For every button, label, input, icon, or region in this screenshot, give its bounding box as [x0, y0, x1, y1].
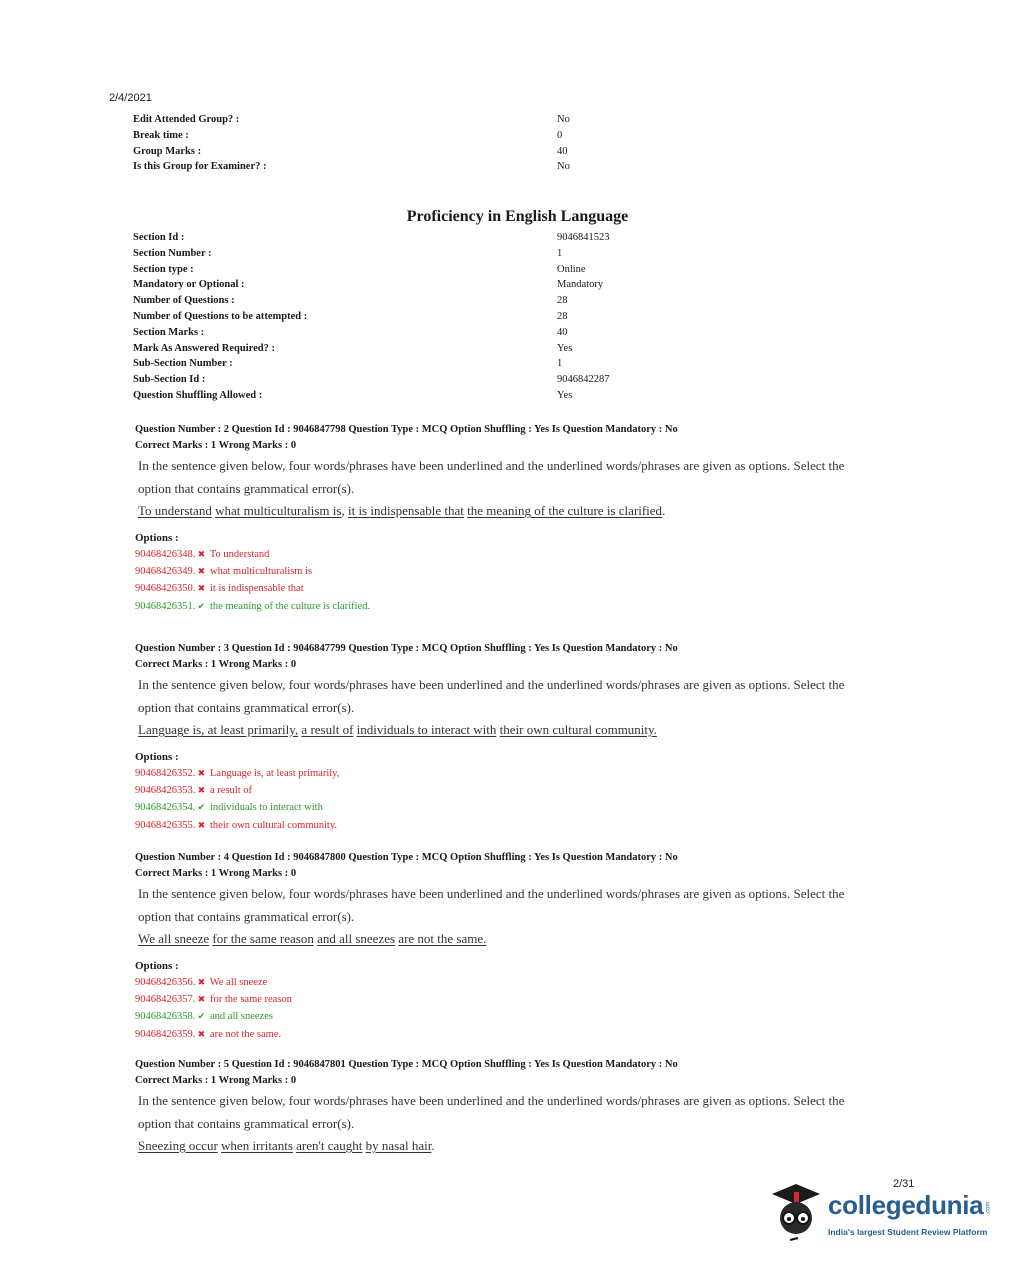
- question-block: [135, 850, 935, 1043]
- option-text: it is indispensable that: [207, 583, 304, 595]
- option-row: [135, 782, 935, 799]
- question-block: [135, 641, 935, 834]
- kv-value: 1: [557, 358, 563, 370]
- kv-key: Number of Questions to be attempted :: [133, 310, 308, 322]
- question-text-line: In the sentence given below, four words/phrases have been underlined and the underlined words/phrases are given as options. Select the: [138, 458, 845, 473]
- check-icon: ✔: [197, 1011, 206, 1022]
- logo-suffix: .com: [985, 1201, 992, 1215]
- option-id: 90468426359.: [135, 1028, 196, 1040]
- option-row: [135, 580, 935, 597]
- kv-value: Yes: [557, 342, 573, 354]
- kv-key: Section Number :: [133, 247, 212, 259]
- underlined-phrase: Sneezing occur: [138, 1138, 218, 1153]
- option-row: [135, 765, 935, 782]
- question-marks: Correct Marks : 1 Wrong Marks : 0: [135, 868, 297, 879]
- cross-icon: ✖: [197, 566, 206, 577]
- option-row: [135, 563, 935, 580]
- question-sentence: [135, 1135, 935, 1157]
- cross-icon: ✖: [197, 1028, 206, 1039]
- question-meta: Question Number : 5 Question Id : 9046847801 Question Type : MCQ Option Shuffling : Yes Is Question Mandatory : No: [135, 1059, 678, 1070]
- option-id: 90468426352.: [135, 768, 196, 779]
- question-sentence: [135, 719, 935, 741]
- kv-value: 1: [557, 247, 563, 259]
- question-text-line: In the sentence given below, four words/phrases have been underlined and the underlined words/phrases are given as options. Select the: [138, 886, 845, 901]
- option-row: [135, 799, 935, 816]
- option-id: 90468426358.: [135, 1011, 196, 1023]
- section-title: Proficiency in English Language: [406, 208, 629, 225]
- sentence-text: .: [431, 1138, 435, 1153]
- option-row: [135, 598, 935, 615]
- option-text: a result of: [207, 785, 252, 797]
- mascot-icon: [768, 1178, 828, 1248]
- question-block: [135, 1057, 935, 1157]
- kv-value: Mandatory: [557, 279, 604, 291]
- kv-value: 9046842287: [557, 374, 610, 386]
- kv-value: 9046841523: [557, 232, 610, 243]
- options-label: Options :: [135, 960, 179, 972]
- option-row: [135, 991, 935, 1008]
- underlined-phrase: by nasal hair: [365, 1138, 432, 1153]
- option-id: 90468426350.: [135, 583, 196, 595]
- kv-value: 40: [557, 145, 568, 157]
- underlined-phrase: aren't caught: [296, 1138, 363, 1153]
- option-row: [135, 817, 935, 834]
- question-meta: Question Number : 4 Question Id : 9046847800 Question Type : MCQ Option Shuffling : Yes Is Question Mandatory : No: [135, 852, 678, 863]
- kv-key: Sub-Section Id :: [133, 374, 206, 386]
- question-sentence: [135, 928, 935, 950]
- option-id: 90468426356.: [135, 977, 196, 988]
- kv-value: No: [557, 114, 570, 125]
- question-text-line: option that contains grammatical error(s).: [138, 481, 355, 496]
- kv-key: Mark As Answered Required? :: [133, 342, 275, 354]
- underlined-phrase: for the same reason: [212, 931, 314, 946]
- question-sentence: [135, 500, 935, 522]
- underlined-phrase: their own cultural community.: [499, 722, 657, 737]
- option-text: are not the same.: [207, 1028, 282, 1040]
- question-text-line: option that contains grammatical error(s).: [138, 700, 355, 715]
- underlined-phrase: are not the same.: [398, 931, 487, 946]
- option-text: Language is, at least primarily,: [207, 768, 340, 779]
- question-block: [135, 422, 935, 615]
- cross-icon: ✖: [197, 768, 206, 778]
- kv-value: No: [557, 161, 570, 173]
- option-row: [135, 974, 935, 991]
- option-id: 90468426348.: [135, 549, 196, 560]
- kv-key: Is this Group for Examiner? :: [133, 161, 267, 173]
- underlined-phrase: it is indispensable that: [347, 503, 464, 518]
- underlined-phrase: what multiculturalism is: [215, 503, 342, 518]
- sentence-text: .: [662, 503, 666, 518]
- kv-value: 40: [557, 326, 568, 338]
- cross-icon: ✖: [197, 583, 206, 594]
- question-marks: Correct Marks : 1 Wrong Marks : 0: [135, 659, 297, 670]
- kv-value: Yes: [557, 389, 573, 401]
- option-row: [135, 546, 935, 563]
- cross-icon: ✖: [197, 785, 206, 796]
- kv-key: Question Shuffling Allowed :: [133, 389, 263, 401]
- option-text: what multiculturalism is: [207, 566, 313, 578]
- underlined-phrase: To understand: [138, 503, 212, 518]
- question-text-line: In the sentence given below, four words/phrases have been underlined and the underlined words/phrases are given as options. Select the: [138, 677, 845, 692]
- option-text: the meaning of the culture is clarified.: [207, 600, 371, 612]
- option-text: We all sneeze: [207, 977, 268, 988]
- cross-icon: ✖: [197, 977, 206, 987]
- underlined-phrase: the meaning of the culture is clarified: [467, 503, 663, 518]
- options-label: Options :: [135, 751, 179, 763]
- kv-key: Group Marks :: [133, 145, 202, 157]
- underlined-phrase: individuals to interact with: [356, 722, 497, 737]
- question-text-line: option that contains grammatical error(s).: [138, 1116, 355, 1131]
- option-row: [135, 1026, 935, 1043]
- question-meta: Question Number : 3 Question Id : 9046847799 Question Type : MCQ Option Shuffling : Yes Is Question Mandatory : No: [135, 643, 678, 654]
- question-marks: Correct Marks : 1 Wrong Marks : 0: [135, 440, 297, 451]
- option-row: [135, 1008, 935, 1025]
- option-text: for the same reason: [207, 994, 292, 1006]
- options-label: Options :: [135, 532, 179, 544]
- question-meta: Question Number : 2 Question Id : 9046847798 Question Type : MCQ Option Shuffling : Yes Is Question Mandatory : No: [135, 424, 678, 435]
- kv-key: Section type :: [133, 263, 194, 275]
- logo-tagline: India's largest Student Review Platform: [828, 1227, 988, 1237]
- cross-icon: ✖: [197, 549, 206, 559]
- question-marks: Correct Marks : 1 Wrong Marks : 0: [135, 1075, 297, 1086]
- kv-key: Number of Questions :: [133, 295, 235, 307]
- print-date: 2/4/2021: [109, 92, 152, 104]
- kv-key: Mandatory or Optional :: [133, 279, 245, 291]
- underlined-phrase: Language is, at least primarily,: [138, 722, 299, 737]
- question-text-line: option that contains grammatical error(s).: [138, 909, 355, 924]
- cross-icon: ✖: [197, 819, 206, 830]
- kv-key: Sub-Section Number :: [133, 358, 233, 370]
- page-number: 2/31: [893, 1178, 915, 1190]
- logo-wordmark: collegedunia: [828, 1190, 984, 1220]
- kv-key: Break time :: [133, 129, 189, 141]
- sentence-text: ,: [341, 503, 348, 518]
- cross-icon: ✖: [197, 994, 206, 1005]
- option-text: their own cultural community.: [207, 819, 338, 831]
- underlined-phrase: and all sneezes: [317, 931, 396, 946]
- underlined-phrase: We all sneeze: [138, 931, 210, 946]
- kv-value: 28: [557, 310, 568, 322]
- option-id: 90468426355.: [135, 819, 196, 831]
- option-id: 90468426351.: [135, 600, 196, 612]
- option-id: 90468426354.: [135, 802, 196, 814]
- option-id: 90468426357.: [135, 994, 196, 1006]
- kv-value: 0: [557, 129, 563, 141]
- option-text: To understand: [207, 549, 270, 560]
- collegedunia-logo: [768, 1178, 998, 1248]
- kv-value: Online: [557, 263, 586, 275]
- option-id: 90468426349.: [135, 566, 196, 578]
- question-text-line: In the sentence given below, four words/phrases have been underlined and the underlined words/phrases are given as options. Select the: [138, 1093, 845, 1108]
- option-id: 90468426353.: [135, 785, 196, 797]
- kv-key: Section Id :: [133, 232, 185, 243]
- check-icon: ✔: [197, 802, 206, 813]
- option-text: individuals to interact with: [207, 802, 323, 814]
- check-icon: ✔: [197, 600, 206, 611]
- kv-key: Edit Attended Group? :: [133, 114, 240, 125]
- kv-value: 28: [557, 295, 568, 307]
- kv-key: Section Marks :: [133, 326, 205, 338]
- underlined-phrase: a result of: [301, 722, 354, 737]
- underlined-phrase: when irritants: [221, 1138, 293, 1153]
- option-text: and all sneezes: [207, 1011, 273, 1023]
